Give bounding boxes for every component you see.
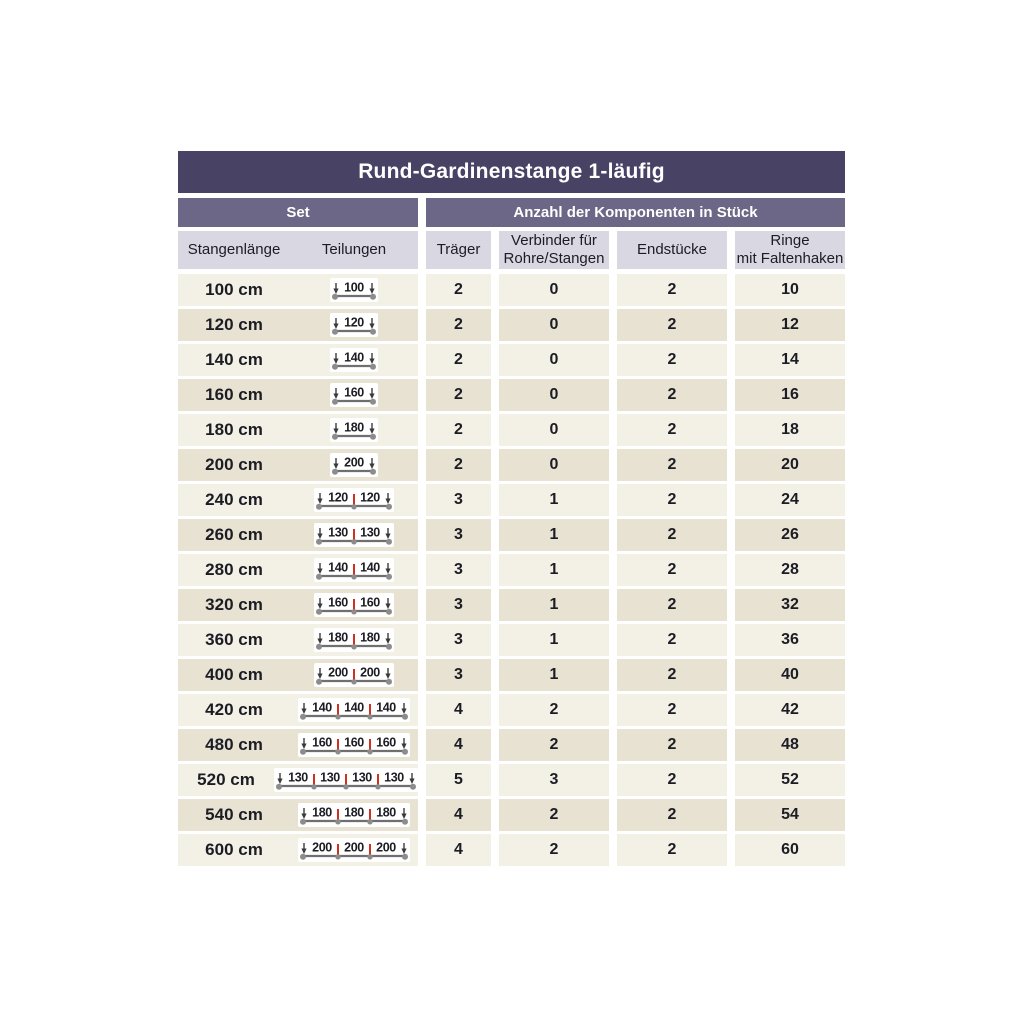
svg-text:130: 130 xyxy=(288,770,308,785)
endstuecke-value: 2 xyxy=(617,344,727,376)
rod-length-value: 240 cm xyxy=(205,490,263,509)
endstuecke-value: 2 xyxy=(617,834,727,866)
endstuecke-value: 2 xyxy=(617,519,727,551)
endstuecke-value: 2 xyxy=(617,414,727,446)
traeger-value: 2 xyxy=(426,344,491,376)
svg-text:200: 200 xyxy=(328,665,348,680)
svg-text:200: 200 xyxy=(344,840,364,855)
rod-length-value: 160 cm xyxy=(205,385,263,404)
traeger-value: 4 xyxy=(426,799,491,831)
teilungen-diagram xyxy=(290,593,418,617)
endstuecke-value: 2 xyxy=(617,799,727,831)
teilungen-diagram xyxy=(290,348,418,372)
set-cell xyxy=(178,554,418,586)
ringe-value: 54 xyxy=(735,799,845,831)
endstuecke-value: 2 xyxy=(617,764,727,796)
teilungen-diagram xyxy=(290,278,418,302)
spec-table xyxy=(178,151,845,869)
svg-text:140: 140 xyxy=(328,560,348,575)
set-cell xyxy=(178,484,418,516)
table-body xyxy=(178,274,845,866)
table-row xyxy=(178,449,845,481)
svg-text:120: 120 xyxy=(360,490,380,505)
column-header-endstuecke: Endstücke xyxy=(617,231,727,269)
svg-text:160: 160 xyxy=(312,735,332,750)
table-title: Rund-Gardinenstange 1-läufig xyxy=(358,160,665,183)
ringe-value: 36 xyxy=(735,624,845,656)
set-cell xyxy=(178,309,418,341)
ringe-value: 16 xyxy=(735,379,845,411)
verbinder-value: 2 xyxy=(499,834,609,866)
ringe-value: 52 xyxy=(735,764,845,796)
column-header-ringe: Ringe mit Faltenhaken xyxy=(736,232,844,267)
table-row xyxy=(178,729,845,761)
ringe-value: 24 xyxy=(735,484,845,516)
traeger-value: 3 xyxy=(426,519,491,551)
table-row xyxy=(178,799,845,831)
set-cell xyxy=(178,729,418,761)
set-cell xyxy=(178,799,418,831)
endstuecke-value: 2 xyxy=(617,659,727,691)
rod-length-value: 480 cm xyxy=(205,735,263,754)
teilungen-diagram xyxy=(274,768,418,792)
table-row xyxy=(178,379,845,411)
endstuecke-value: 2 xyxy=(617,449,727,481)
svg-text:160: 160 xyxy=(376,735,396,750)
endstuecke-value: 2 xyxy=(617,274,727,306)
svg-text:140: 140 xyxy=(376,700,396,715)
ringe-value: 60 xyxy=(735,834,845,866)
teilungen-diagram xyxy=(290,418,418,442)
set-cell xyxy=(178,694,418,726)
endstuecke-value: 2 xyxy=(617,379,727,411)
column-header-teilungen: Teilungen xyxy=(321,241,387,258)
svg-text:180: 180 xyxy=(344,420,364,435)
verbinder-value: 1 xyxy=(499,624,609,656)
rod-length-value: 260 cm xyxy=(205,525,263,544)
verbinder-value: 1 xyxy=(499,659,609,691)
traeger-value: 2 xyxy=(426,274,491,306)
column-header-traeger: Träger xyxy=(426,231,491,269)
traeger-value: 2 xyxy=(426,379,491,411)
verbinder-value: 0 xyxy=(499,449,609,481)
svg-text:180: 180 xyxy=(376,805,396,820)
rod-length-value: 320 cm xyxy=(205,595,263,614)
set-cell xyxy=(178,624,418,656)
set-cell xyxy=(178,519,418,551)
svg-text:140: 140 xyxy=(312,700,332,715)
traeger-value: 3 xyxy=(426,554,491,586)
ringe-value: 40 xyxy=(735,659,845,691)
verbinder-value: 3 xyxy=(499,764,609,796)
teilungen-diagram xyxy=(290,558,418,582)
ringe-value: 42 xyxy=(735,694,845,726)
svg-text:180: 180 xyxy=(328,630,348,645)
endstuecke-value: 2 xyxy=(617,694,727,726)
teilungen-diagram xyxy=(290,453,418,477)
traeger-value: 3 xyxy=(426,624,491,656)
ringe-value: 14 xyxy=(735,344,845,376)
rod-length-value: 280 cm xyxy=(205,560,263,579)
set-cell xyxy=(178,449,418,481)
svg-text:140: 140 xyxy=(360,560,380,575)
svg-text:160: 160 xyxy=(328,595,348,610)
traeger-value: 2 xyxy=(426,414,491,446)
verbinder-value: 0 xyxy=(499,274,609,306)
verbinder-value: 0 xyxy=(499,344,609,376)
verbinder-value: 2 xyxy=(499,799,609,831)
ringe-value: 48 xyxy=(735,729,845,761)
set-cell xyxy=(178,414,418,446)
rod-length-value: 140 cm xyxy=(205,350,263,369)
verbinder-value: 0 xyxy=(499,414,609,446)
traeger-value: 5 xyxy=(426,764,491,796)
group-header-set: Set xyxy=(178,198,418,227)
endstuecke-value: 2 xyxy=(617,729,727,761)
svg-text:130: 130 xyxy=(328,525,348,540)
table-row xyxy=(178,519,845,551)
teilungen-diagram xyxy=(290,488,418,512)
svg-text:180: 180 xyxy=(344,805,364,820)
ringe-value: 20 xyxy=(735,449,845,481)
svg-text:120: 120 xyxy=(344,315,364,330)
rod-length-value: 200 cm xyxy=(205,455,263,474)
traeger-value: 4 xyxy=(426,694,491,726)
verbinder-value: 2 xyxy=(499,729,609,761)
rod-length-value: 600 cm xyxy=(205,840,263,859)
svg-text:130: 130 xyxy=(352,770,372,785)
svg-text:160: 160 xyxy=(344,735,364,750)
table-row xyxy=(178,589,845,621)
svg-text:130: 130 xyxy=(360,525,380,540)
ringe-value: 10 xyxy=(735,274,845,306)
teilungen-diagram xyxy=(290,733,418,757)
svg-text:130: 130 xyxy=(320,770,340,785)
traeger-value: 4 xyxy=(426,834,491,866)
verbinder-value: 1 xyxy=(499,589,609,621)
teilungen-diagram xyxy=(290,383,418,407)
ringe-value: 28 xyxy=(735,554,845,586)
svg-text:100: 100 xyxy=(344,280,364,295)
svg-text:160: 160 xyxy=(360,595,380,610)
svg-text:180: 180 xyxy=(312,805,332,820)
set-cell xyxy=(178,379,418,411)
set-cell xyxy=(178,834,418,866)
set-cell xyxy=(178,659,418,691)
table-row xyxy=(178,834,845,866)
teilungen-diagram xyxy=(290,803,418,827)
svg-text:180: 180 xyxy=(360,630,380,645)
endstuecke-value: 2 xyxy=(617,484,727,516)
rod-length-value: 420 cm xyxy=(205,700,263,719)
ringe-value: 18 xyxy=(735,414,845,446)
table-row xyxy=(178,344,845,376)
teilungen-diagram xyxy=(290,838,418,862)
table-row xyxy=(178,414,845,446)
verbinder-value: 0 xyxy=(499,379,609,411)
verbinder-value: 2 xyxy=(499,694,609,726)
table-row xyxy=(178,274,845,306)
ringe-value: 12 xyxy=(735,309,845,341)
column-header-verbinder: Verbinder für Rohre/Stangen xyxy=(499,231,609,269)
set-cell xyxy=(178,764,418,796)
table-row xyxy=(178,659,845,691)
endstuecke-value: 2 xyxy=(617,309,727,341)
traeger-value: 3 xyxy=(426,484,491,516)
endstuecke-value: 2 xyxy=(617,624,727,656)
table-row xyxy=(178,554,845,586)
teilungen-diagram xyxy=(290,523,418,547)
column-header-row xyxy=(178,231,845,269)
ringe-value: 26 xyxy=(735,519,845,551)
rod-length-value: 180 cm xyxy=(205,420,263,439)
traeger-value: 2 xyxy=(426,449,491,481)
teilungen-diagram xyxy=(290,663,418,687)
set-cell xyxy=(178,344,418,376)
rod-length-value: 400 cm xyxy=(205,665,263,684)
table-title-bar xyxy=(178,151,845,193)
verbinder-value: 1 xyxy=(499,519,609,551)
svg-text:200: 200 xyxy=(312,840,332,855)
traeger-value: 3 xyxy=(426,589,491,621)
rod-length-value: 120 cm xyxy=(205,315,263,334)
group-header-row xyxy=(178,198,845,227)
column-header-set xyxy=(178,231,418,269)
svg-text:140: 140 xyxy=(344,350,364,365)
svg-text:200: 200 xyxy=(376,840,396,855)
traeger-value: 2 xyxy=(426,309,491,341)
table-row xyxy=(178,764,845,796)
table-row xyxy=(178,484,845,516)
rod-length-value: 360 cm xyxy=(205,630,263,649)
set-cell xyxy=(178,589,418,621)
teilungen-diagram xyxy=(290,313,418,337)
rod-length-value: 520 cm xyxy=(197,770,255,789)
verbinder-value: 1 xyxy=(499,484,609,516)
verbinder-value: 1 xyxy=(499,554,609,586)
teilungen-diagram xyxy=(290,698,418,722)
teilungen-diagram xyxy=(290,628,418,652)
endstuecke-value: 2 xyxy=(617,589,727,621)
svg-text:120: 120 xyxy=(328,490,348,505)
svg-text:130: 130 xyxy=(384,770,404,785)
svg-text:160: 160 xyxy=(344,385,364,400)
table-row xyxy=(178,309,845,341)
column-header-stangenlaenge: Stangenlänge xyxy=(187,241,281,258)
svg-text:140: 140 xyxy=(344,700,364,715)
svg-text:200: 200 xyxy=(360,665,380,680)
group-header-komponenten: Anzahl der Komponenten in Stück xyxy=(426,198,845,227)
rod-length-value: 100 cm xyxy=(205,280,263,299)
endstuecke-value: 2 xyxy=(617,554,727,586)
rod-length-value: 540 cm xyxy=(205,805,263,824)
verbinder-value: 0 xyxy=(499,309,609,341)
traeger-value: 4 xyxy=(426,729,491,761)
table-row xyxy=(178,694,845,726)
table-row xyxy=(178,624,845,656)
svg-text:200: 200 xyxy=(344,455,364,470)
traeger-value: 3 xyxy=(426,659,491,691)
set-cell xyxy=(178,274,418,306)
ringe-value: 32 xyxy=(735,589,845,621)
